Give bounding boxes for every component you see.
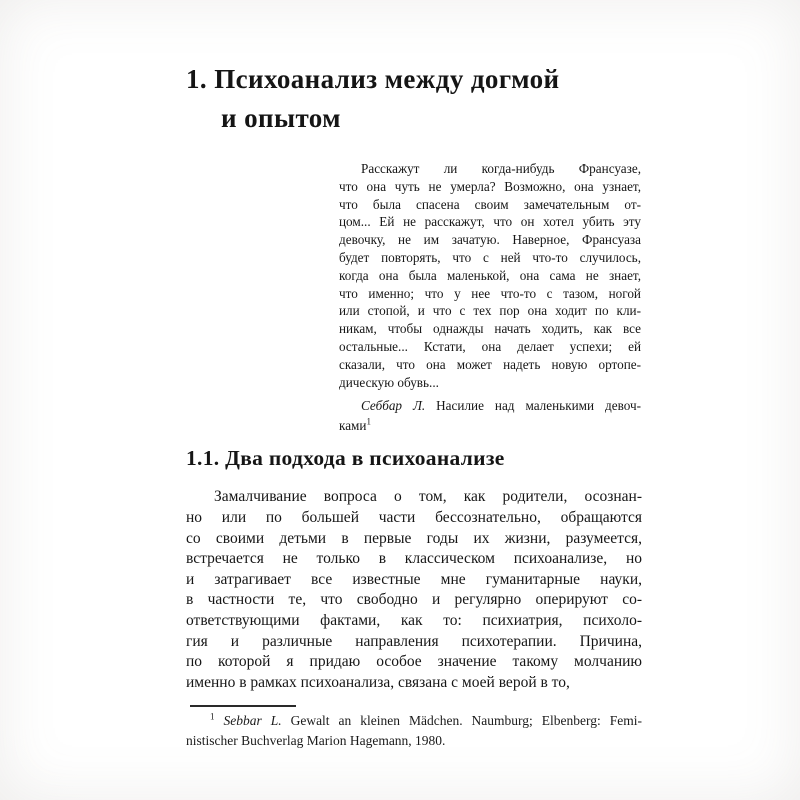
footnote-source-text: Gewalt an kleinen Mädchen. Naumburg; Elbenberg: Femi- [281, 713, 642, 729]
chapter-heading-line-2: и опытом [221, 103, 341, 133]
epigraph-line: Расскажут ли когда-нибудь Франсуазе, [361, 161, 641, 176]
footnote-divider [190, 705, 296, 707]
body-text-line: но или по большей части бессознательно, обращаются [186, 508, 642, 526]
epigraph-line: будет повторять, что с ней что-то случилось, [339, 249, 641, 265]
footnote-area [186, 705, 642, 750]
epigraph-line: цом... Ей не расскажут, что он хотел убить эту [339, 214, 641, 230]
epigraph-attribution [339, 396, 641, 436]
footnote-line-1 [186, 711, 642, 731]
body-text-line: Замалчивание вопроса о том, как родители, осознан- [214, 488, 642, 506]
attribution-work-title: Насилие над маленькими девоч- [425, 398, 641, 414]
epigraph-line: дическую обувь... [339, 374, 439, 390]
epigraph-line: сказали, что она может надеть новую ортопе- [339, 356, 641, 372]
epigraph-line: что она чуть не умерла? Возможно, она узнает, [339, 178, 641, 194]
footnote-line-2: nistischer Buchverlag Marion Hagemann, 1980. [186, 732, 446, 748]
epigraph-line: что была спасена своим замечательным от- [339, 196, 641, 212]
chapter-heading [186, 60, 644, 138]
epigraph [339, 160, 641, 391]
epigraph-line: остальные... Кстати, она делает успехи; ей [339, 338, 641, 354]
body-text-line: встречается не только в классическом психоанализе, но [186, 550, 642, 568]
footnote-source-author: Sebbar L. [223, 713, 282, 729]
attribution-work-title-continued: ками [339, 418, 367, 434]
epigraph-line: что именно; что у нее что-то с тазом, ногой [339, 285, 641, 301]
epigraph-line: никам, чтобы однажды начать ходить, как все [339, 321, 641, 337]
attribution-author: Себбар Л. [361, 398, 426, 414]
body-text-line: со своими детьми в первые годы их жизни, разумеется, [186, 529, 642, 547]
body-paragraph [186, 487, 642, 693]
attribution-line-1 [339, 396, 641, 416]
epigraph-line: девочку, не им зачатую. Наверное, Франсуаза [339, 232, 641, 248]
body-text-line: в частности те, что свободно и регулярно оперируют со- [186, 591, 642, 609]
body-text-line: гия и различные направления психотерапии. Причина, [186, 632, 642, 650]
section-heading: 1.1. Два подхода в психоанализе [186, 446, 505, 471]
epigraph-line: когда она была маленькой, она сама не знает, [339, 267, 641, 283]
chapter-heading-line-1: 1. Психоанализ между догмой [186, 64, 560, 94]
body-text-line: ответствующими фактами, как то: психиатрия, психоло- [186, 611, 642, 629]
body-text-line: именно в рамках психоанализа, связана с моей верой в то, [186, 673, 570, 691]
epigraph-line: или стопой, и что с тех пор она ходит по кли- [339, 303, 641, 319]
footnote-reference-mark: 1 [366, 416, 371, 427]
attribution-line-2 [339, 416, 641, 436]
body-text-line: и затрагивает все известные мне гуманитарные науки, [186, 570, 642, 588]
footnote-mark: 1 [210, 711, 215, 722]
body-text-line: по которой я придаю особое значение такому молчанию [186, 653, 642, 671]
